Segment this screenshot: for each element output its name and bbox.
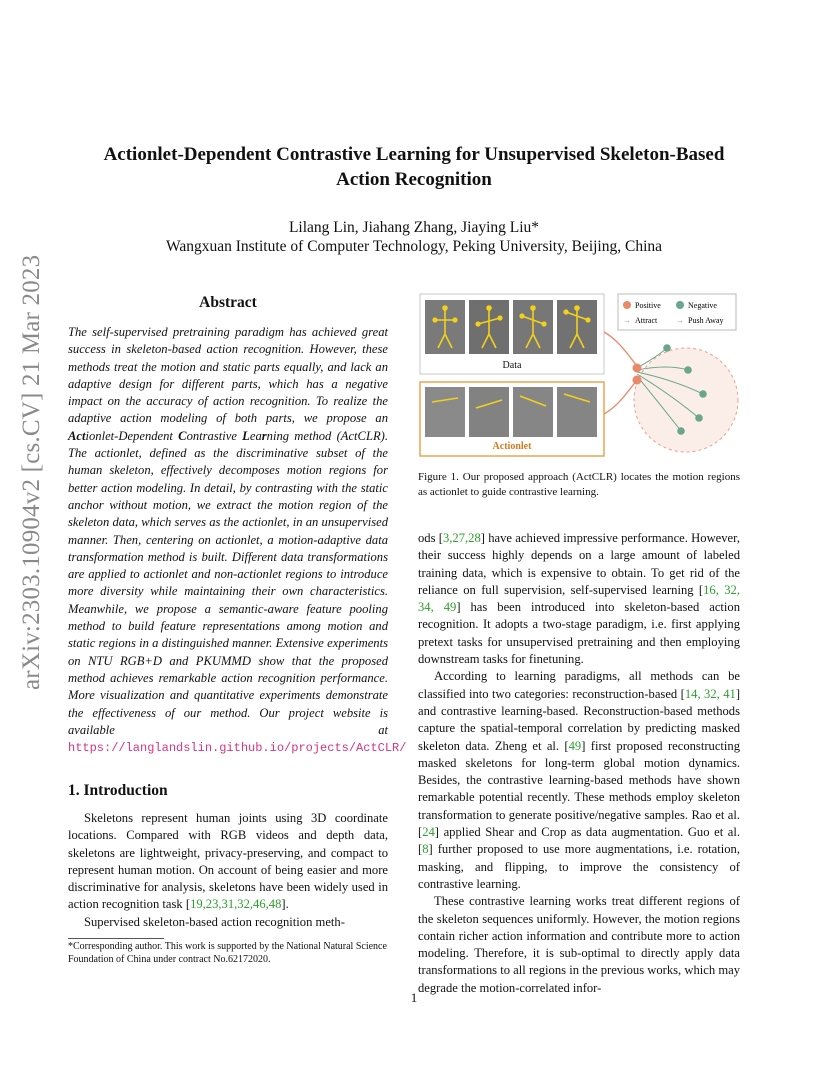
authors: Lilang Lin, Jiahang Zhang, Jiaying Liu* — [288, 219, 540, 236]
citation-link[interactable]: 19,23,31,32,46,48 — [190, 897, 282, 912]
attract-arrow-icon: → — [623, 316, 631, 325]
title-line-1: Actionlet-Dependent Contrastive Learning for Unsupervised Skeleton-Based — [103, 144, 725, 165]
rcol-text: ] and contrastive learning-based. Reconstruction-based methods capture the spatial-temporal correlation by predicting masked skeleton data. Zheng et al. [ — [418, 686, 741, 753]
citation-link[interactable]: 14, 32, 41 — [684, 686, 736, 701]
abstract-bold: L — [242, 428, 250, 443]
abstract-text: The self-supervised pretraining paradigm has achieved great success in skeleton-based action recognition. However, these methods treat the motion and static parts equally, and lack an adaptive design for different parts, which has a negative impact on the accuracy of action recognition. To realize the adaptive action modeling of both parts, we propose an — [68, 325, 388, 426]
abstract-text: ning method (ActCLR). The actionlet, defined as the discriminative subset of the human skeleton, effectively decomposes motion regions for better action modeling. In detail, by contrasting with the static anchor without motion, we extract the motion region of the skeleton data, which serves as the actionlet, in an unsupervised manner. Then, centering on actionlet, a motion-adaptive data transformation method is built. Different data transformations are applied to actionlet and non-actionlet regions to introduce more diversity while maintaining their own characteristics. Meanwhile, we propose a semantic-aware feature pooling method to build feature representations among motion and static regions in a distinguished manner. Extensive experiments on NTU RGB+D and PKUMMD show that the proposed method achieves remarkable action recognition performance. More visualization and quantitative experiments demonstrate the effectiveness of our method. Our project website is available at — [68, 428, 388, 737]
rcol-text: ] applied Shear and Crop as data augmentation. Guo et al. [ — [418, 825, 740, 857]
arxiv-stamp: arXiv:2303.10904v2 [cs.CV] 21 Mar 2023 — [18, 254, 45, 690]
contrastive-diagram — [604, 332, 738, 452]
abstract-text: ionlet-Dependent — [85, 428, 179, 443]
intro-text — [68, 810, 388, 931]
abstract-bold: r — [261, 428, 267, 443]
rcol-text: According to learning paradigms, all methods can be classified into two categories: reconstruction-based [ — [418, 669, 740, 701]
legend-push: Push Away — [688, 316, 724, 325]
rcol-text: ] has been introduced into skeleton-based action recognition. It adopts a two-stage paradigm, i.e. first applying pretext tasks for unsupervised pretraining and then employing downstream tasks for finetuning. — [418, 600, 741, 667]
right-paragraph — [418, 668, 740, 893]
figure-illustration — [418, 290, 740, 458]
citation-link[interactable]: 8 — [422, 842, 429, 857]
negative-node — [684, 366, 692, 374]
footnote: *Corresponding author. This work is supported by the National Natural Science Foundation of China under contract No.62172020. — [68, 941, 387, 965]
legend-negative: Negative — [688, 301, 717, 310]
actionlet-frame-2 — [469, 387, 509, 437]
negative-node — [695, 414, 703, 422]
right-paragraph: These contrastive learning works treat different regions of the skeleton sequences uniformly. However, the motion regions contain richer action information and contribute more to action modeling. Therefore, it is sub-optimal to directly apply data transformations to all regions in the previous works, which may degrade the motion-correlated infor- — [418, 894, 740, 995]
abstract-bold: C — [178, 428, 187, 443]
citation-link[interactable]: 3,27,28 — [442, 531, 481, 545]
project-url-link[interactable]: https://langlandslin.github.io/projects/ActCLR/ — [68, 741, 407, 756]
legend — [618, 294, 736, 330]
legend-positive: Positive — [635, 301, 661, 310]
page-number: 1 — [410, 990, 418, 1005]
positive-dot-icon — [623, 301, 631, 309]
citation-link[interactable]: 24 — [422, 825, 435, 840]
positive-node — [633, 376, 642, 385]
attract-curve-2 — [604, 380, 637, 414]
negative-node — [663, 344, 671, 352]
section-heading: 1. Introduction — [68, 782, 168, 799]
legend-attract: Attract — [635, 316, 658, 325]
intro-text-span: Skeletons represent human joints using 3D coordinate locations. Compared with RGB videos and depth data, skeletons are lightweight, privacy-preserving, and compact to represent human motion. On account of being easier and more discriminative for analysis, skeletons have been widely used in action recognition task [ — [68, 811, 388, 912]
abstract-heading: Abstract — [199, 294, 257, 311]
figure-caption: Figure 1. Our proposed approach (ActCLR) locates the motion regions as actionlet to guide contrastive learning. — [418, 471, 740, 498]
intro-paragraph — [68, 810, 388, 914]
actionlet-frame-4 — [557, 387, 597, 437]
affiliation: Wangxuan Institute of Computer Technology, Peking University, Beijing, China — [165, 238, 663, 255]
citation-link[interactable]: 49 — [568, 738, 582, 753]
title-line-2: Action Recognition — [336, 169, 492, 190]
citation-link[interactable]: 16, 32, 34, 49 — [418, 582, 740, 615]
rcol-text: ods [ — [418, 531, 443, 545]
rcol-text: ] further proposed to use more augmentations, i.e. rotation, masking, and flipping, to improve the consistency of contrastive learning. — [418, 842, 740, 891]
embedding-circle — [634, 348, 738, 452]
negative-node — [699, 390, 707, 398]
actionlet-frame-1 — [425, 387, 465, 437]
negative-node — [677, 427, 685, 435]
data-label: Data — [502, 360, 522, 371]
intro-paragraph: Supervised skeleton-based action recognition meth- — [84, 914, 345, 929]
rcol-text: ] first proposed reconstructing masked skeletons for long-term global motion dynamics. Besides, the contrastive learning-based methods have shown remarkable potential recently. These methods employ skeleton transformation to generate positive/negative samples. Rao et al. [ — [418, 738, 741, 840]
abstract-body — [68, 324, 407, 757]
attract-curve-1 — [604, 332, 637, 366]
paper-title — [60, 142, 768, 192]
figure-1 — [418, 290, 740, 458]
right-paragraph — [418, 530, 740, 668]
actionlet-frame-3 — [513, 387, 553, 437]
actionlet-label: Actionlet — [492, 441, 532, 452]
abstract-text: ontrastive — [186, 428, 243, 443]
right-column-text — [418, 530, 740, 997]
intro-text-span: ]. — [281, 897, 289, 912]
push-arrow-icon: → — [676, 316, 684, 325]
positive-node — [633, 364, 642, 373]
footnote-rule — [68, 938, 164, 939]
abstract-text: ea — [249, 428, 262, 443]
rcol-text: ] have achieved impressive performance. However, their success highly depends on a large amount of labeled training data, which is expensive to obtain. To get rid of the reliance on full supervision, self-supervised learning [ — [418, 531, 740, 597]
negative-dot-icon — [676, 301, 684, 309]
abstract-bold: Act — [68, 428, 86, 443]
